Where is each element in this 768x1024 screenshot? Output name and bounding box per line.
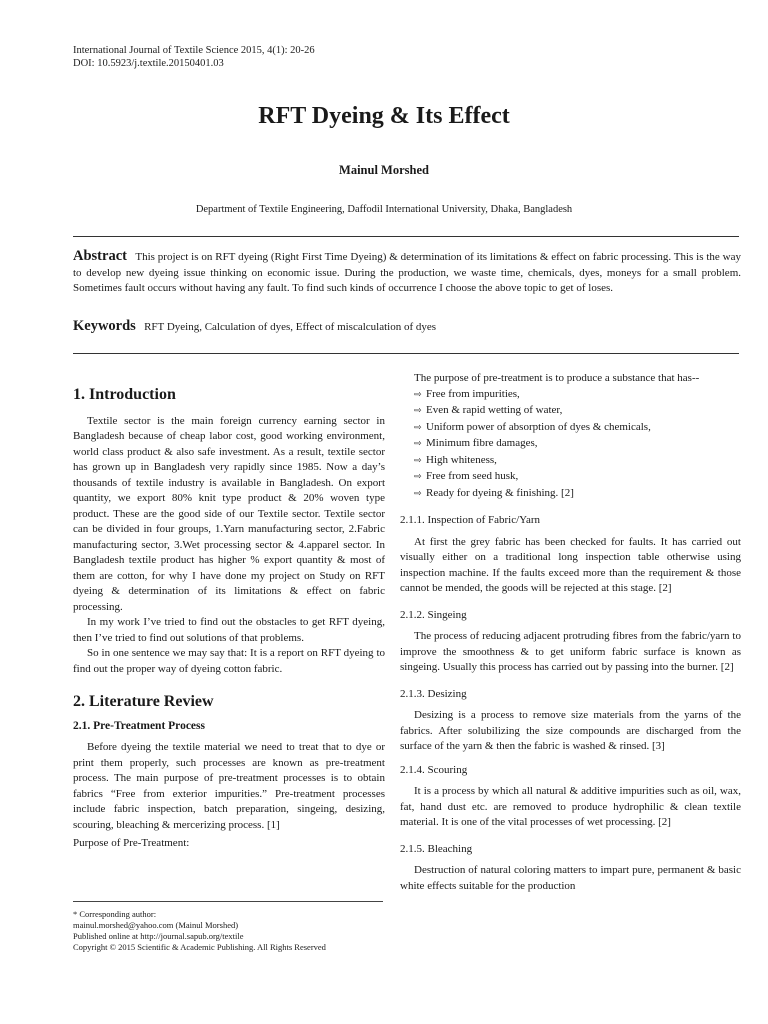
copyright: Copyright © 2015 Scientific & Academic Publishing. All Rights Reserved	[73, 942, 326, 952]
abstract	[73, 249, 741, 297]
published-online: Published online at http://journal.sapub.org/textile	[73, 931, 244, 941]
right-column	[400, 371, 741, 894]
purpose-list	[400, 387, 741, 503]
arrow-icon: ⇨	[414, 455, 422, 466]
arrow-icon: ⇨	[414, 389, 422, 400]
bleaching-paragraph: Destruction of natural coloring matters to impart pure, permanent & basic white effects suitable for the production	[400, 864, 741, 892]
paper-title: RFT Dyeing & Its Effect	[258, 103, 510, 129]
list-item: ⇨ Uniform power of absorption of dyes & chemicals,	[414, 420, 741, 437]
inspection-heading: 2.1.1. Inspection of Fabric/Yarn	[400, 514, 541, 526]
corresponding-author: * Corresponding author:	[73, 909, 157, 919]
abstract-divider	[73, 353, 739, 354]
purpose-label: Purpose of Pre-Treatment:	[73, 837, 190, 849]
footnote-divider	[73, 901, 383, 902]
pretreatment-heading: 2.1. Pre-Treatment Process	[73, 719, 205, 732]
keywords-label: Keywords	[73, 318, 136, 334]
list-item: ⇨ Minimum fibre damages,	[414, 436, 741, 453]
intro-paragraph-2: In my work I’ve tried to find out the obstacles to get RFT dyeing, then I’ve tried to find out solutions of that problems.	[73, 616, 385, 644]
list-item: ⇨ Free from seed husk,	[414, 469, 741, 486]
singeing-heading: 2.1.2. Singeing	[400, 608, 467, 621]
purpose-intro: The purpose of pre-treatment is to produce a substance that has--	[414, 372, 700, 384]
list-item: ⇨ Ready for dyeing & finishing. [2]	[414, 486, 741, 503]
journal-header	[73, 44, 315, 70]
arrow-icon: ⇨	[414, 439, 422, 449]
intro-heading: 1. Introduction	[73, 386, 176, 403]
abstract-text: This project is on RFT dyeing (Right First Time Dyeing) & determination of its limitations & effect on fabric processing. This is the way to develop new dyeing issue thinking on economic issue. During the production, we waste time, chemicals, dyes, moneys for a small problem. Sometimes fault occurs without having any fault. To find such kinds of occurrence I choose the above topic to get of loses.	[73, 251, 741, 295]
inspection-paragraph: At first the grey fabric has been checked for faults. It has carried out visually either on a traditional long inspection table otherwise using inspection machine. If the faults exceed more than the requirement & those cannot be mended, the goods will be rejected at this stage. [2]	[400, 535, 741, 594]
arrow-icon: ⇨	[414, 422, 422, 433]
doi: DOI: 10.5923/j.textile.20150401.03	[73, 58, 224, 69]
desizing-paragraph: Desizing is a process to remove size materials from the yarns of the fabrics. After solubilizing the size compounds are discharged from the surface of the yarn & then the fabric is washed & rinsed. [3]	[400, 709, 741, 752]
footnote	[73, 909, 385, 953]
keywords-text: RFT Dyeing, Calculation of dyes, Effect of miscalculation of dyes	[144, 321, 437, 333]
author-email: mainul.morshed@yahoo.com (Mainul Morshed)	[73, 920, 239, 930]
arrow-icon: ⇨	[414, 406, 422, 416]
affiliation: Department of Textile Engineering, Daffodil International University, Dhaka, Bangladesh	[195, 204, 573, 215]
left-column	[73, 387, 385, 852]
pretreatment-paragraph: Before dyeing the textile material we need to treat that to dye or print them properly, such processes are known as pre-treatment process. The main purpose of pre-treatment processes is to obtain fabrics “Free from exterior impurities.” Pre-treatment processes include fabric inspection, batch preparation, singeing, desizing, scouring, bleaching & mercerizing process. [1]	[73, 741, 385, 831]
list-item: ⇨ Free from impurities,	[414, 387, 741, 404]
abstract-label: Abstract	[73, 248, 127, 264]
singeing-paragraph: The process of reducing adjacent protruding fibres from the fabric/yarn to improve the smoothness & to get uniform fabric surface is known as singeing. Usually this process has carried out by passing into the burner. [2]	[400, 630, 741, 673]
arrow-icon: ⇨	[414, 488, 422, 499]
author-name: Mainul Morshed	[339, 163, 429, 177]
bleaching-heading: 2.1.5. Bleaching	[400, 842, 473, 855]
arrow-icon: ⇨	[414, 472, 422, 482]
intro-paragraph-3: So in one sentence we may say that: It is a report on RFT dyeing to find out the proper way of dyeing cotton fabric.	[73, 647, 385, 675]
scouring-paragraph: It is a process by which all natural & additive impurities such as oil, wax, fat, hand dust etc. are removed to produce hydrophilic & clean textile material. It is one of the vital processes of wet processing. [2]	[400, 785, 741, 828]
journal-citation: International Journal of Textile Science 2015, 4(1): 20-26	[73, 45, 315, 56]
desizing-heading: 2.1.3. Desizing	[400, 687, 467, 700]
scouring-heading: 2.1.4. Scouring	[400, 763, 468, 776]
intro-paragraph-1: Textile sector is the main foreign currency earning sector in Bangladesh because of cheap labor cost, good working environment, world class product & also safe investment. As a result, textile sector has grown up in Bangladesh very rapidly since 1985. Now a day’s thousands of textile industry is available in Bangladesh. On export quantity, we export 80% knit type product & 20% woven type product. These are the good side of our Textile sector. Textile sector can be divided in four groups, 1.Yarn manufacturing sector, 2.Fabric manufacturing sector, 3.Wet processing sector & 4.apparel sector. In Bangladesh textile product has higher % export quantity & most of them are cotton, for why I have done my project on Study on RFT dyeing & determination of its limitations & effect on fabric processing.	[73, 414, 385, 613]
literature-heading: 2. Literature Review	[73, 693, 214, 710]
keywords	[73, 319, 741, 335]
list-item: ⇨ High whiteness,	[414, 453, 741, 470]
top-divider	[73, 236, 739, 237]
list-item: ⇨ Even & rapid wetting of water,	[414, 403, 741, 420]
